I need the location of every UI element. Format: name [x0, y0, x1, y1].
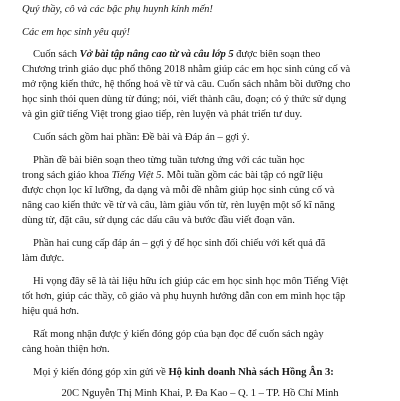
paragraph-1-line-3: mở rộng kiến thức, hệ thống hoá về từ và câu. Cuốn sách nhằm bồi dưỡng cho: [22, 79, 351, 90]
paragraph-3-line-2: trong sách giáo khoa Tiếng Việt 5. Mỗi tuần gồm các bài tập có ngữ liệu: [22, 170, 323, 181]
paragraph-6-line-2: càng hoàn thiện hơn.: [22, 344, 110, 355]
paragraph-4-line-1: Phần hai cung cấp đáp án – gợi ý để học sinh đối chiếu với kết quả đã: [33, 238, 326, 249]
greeting-students: Các em học sinh yêu quý!: [22, 27, 130, 38]
paragraph-1-line-1: Cuốn sách Vở bài tập nâng cao từ và câu lớp 5 được biên soạn theo: [33, 49, 321, 60]
paragraph-5-line-2: tốt hơn, giúp các thầy, cô giáo và phụ huynh hướng dẫn con em mình học tập: [22, 291, 346, 302]
textbook-title: Tiếng Việt 5: [111, 170, 162, 181]
paragraph-1-line-4: học sinh thói quen dùng từ đúng; nói, viết thành câu, đoạn; có ý thức sử dụng: [22, 94, 347, 105]
paragraph-1-line-5: và gìn giữ tiếng Việt trong giao tiếp, rèn luyện và phát triển tư duy.: [22, 109, 303, 120]
paragraph-6-line-1: Rất mong nhận được ý kiến đóng góp của bạn đọc để cuốn sách ngày: [33, 329, 324, 340]
paragraph-3-line-5: dùng từ, đặt câu, sử dụng các dấu câu và bước đầu viết đoạn văn.: [22, 215, 295, 226]
publisher-name: Hộ kinh doanh Nhà sách Hồng Ân 3:: [168, 367, 334, 378]
paragraph-3-line-1: Phần đề bài biên soạn theo từng tuần tương ứng với các tuần học: [33, 155, 305, 166]
paragraph-5-line-1: Hi vọng đây sẽ là tài liệu hữu ích giúp các em học sinh học môn Tiếng Việt: [33, 276, 349, 287]
paragraph-3-line-3: được chọn lọc kĩ lưỡng, đa dạng và mỗi đề nhằm giúp học sinh củng cố và: [22, 185, 335, 196]
paragraph-2-line-1: Cuốn sách gồm hai phần: Đề bài và Đáp án – gợi ý.: [33, 132, 250, 143]
paragraph-4-line-2: làm được.: [22, 253, 65, 264]
paragraph-7-line-1: Mọi ý kiến đóng góp xin gửi về Hộ kinh doanh Nhà sách Hồng Ân 3:: [33, 367, 334, 378]
paragraph-5-line-3: hiệu quả hơn.: [22, 306, 80, 317]
publisher-address: 20C Nguyễn Thị Minh Khai, P. Đa Kao – Q. 1 – TP. Hồ Chí Minh: [61, 388, 339, 399]
book-title: Vở bài tập nâng cao từ và câu lớp 5: [79, 49, 234, 60]
paragraph-1-line-2: Chương trình giáo dục phổ thông 2018 nhằm giúp các em học sinh củng cố và: [22, 64, 351, 75]
greeting-teachers-parents: Quý thầy, cô và các bậc phụ huynh kính mến!: [22, 4, 213, 15]
paragraph-3-line-4: nâng cao kiến thức về từ và câu, làm giàu vốn từ, rèn luyện một số kĩ năng: [22, 200, 335, 211]
